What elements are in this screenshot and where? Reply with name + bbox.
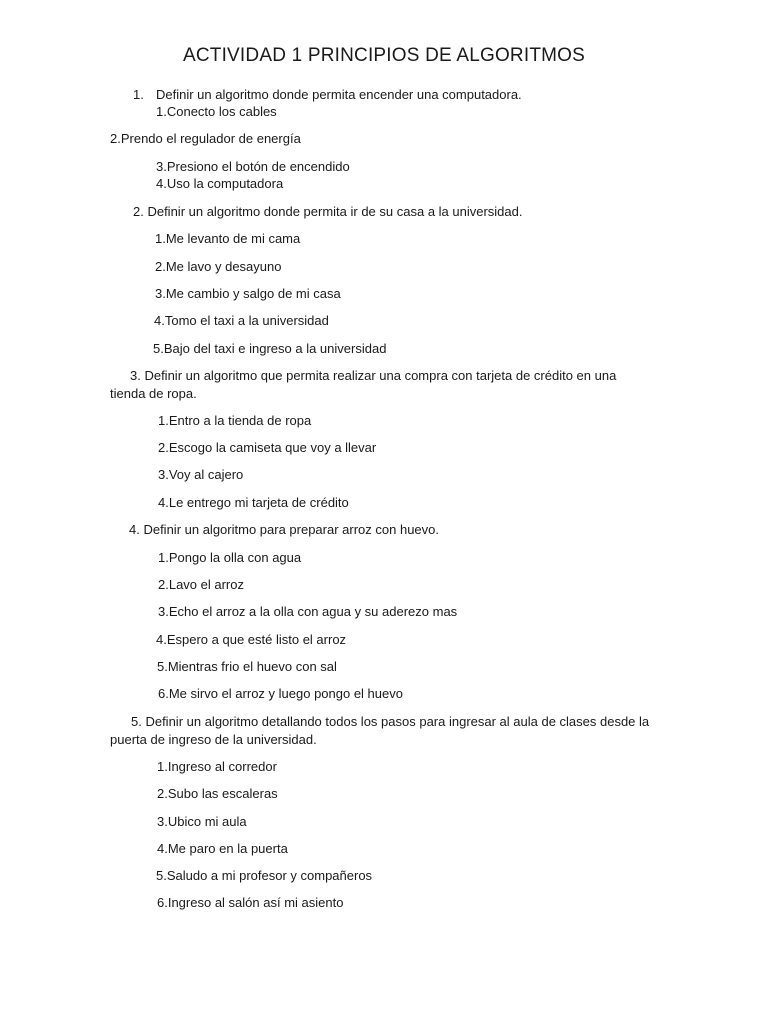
q1-step-1: 1.Conecto los cables	[156, 104, 277, 119]
q5-step-5: 5.Saludo a mi profesor y compañeros	[156, 868, 373, 883]
q4-step-2: 2.Lavo el arroz	[158, 577, 244, 592]
q3-step-3: 3.Voy al cajero	[158, 467, 244, 482]
q2-step-5: 5.Bajo del taxi e ingreso a la universidad	[153, 341, 387, 356]
q4-question: 4. Definir un algoritmo para preparar arroz con huevo.	[129, 522, 439, 537]
q3-question-line-2: tienda de ropa.	[110, 386, 197, 401]
q4-step-5: 5.Mientras frio el huevo con sal	[157, 659, 337, 674]
q3-step-2: 2.Escogo la camiseta que voy a llevar	[158, 440, 377, 455]
q4-step-4: 4.Espero a que esté listo el arroz	[156, 632, 347, 647]
q2-step-1: 1.Me levanto de mi cama	[155, 231, 301, 246]
document-title: ACTIVIDAD 1 PRINCIPIOS DE ALGORITMOS	[182, 45, 586, 66]
q1-step-4: 4.Uso la computadora	[156, 176, 284, 191]
q5-question-line-1: 5. Definir un algoritmo detallando todos los pasos para ingresar al aula de clases desde la	[131, 714, 650, 729]
q4-step-6: 6.Me sirvo el arroz y luego pongo el huevo	[158, 686, 403, 701]
q5-step-3: 3.Ubico mi aula	[157, 814, 247, 829]
q4-step-3: 3.Echo el arroz a la olla con agua y su aderezo mas	[158, 604, 458, 619]
q3-step-4: 4.Le entrego mi tarjeta de crédito	[158, 495, 349, 510]
q5-question-line-2: puerta de ingreso de la universidad.	[110, 732, 317, 747]
q1-number: 1.	[133, 87, 144, 102]
q5-step-6: 6.Ingreso al salón así mi asiento	[157, 895, 344, 910]
q2-step-2: 2.Me lavo y desayuno	[155, 259, 282, 274]
q5-step-2: 2.Subo las escaleras	[157, 786, 278, 801]
q5-step-4: 4.Me paro en la puerta	[157, 841, 288, 856]
q3-step-1: 1.Entro a la tienda de ropa	[158, 413, 312, 428]
q1-step-3: 3.Presiono el botón de encendido	[156, 159, 350, 174]
q1-question: Definir un algoritmo donde permita encender una computadora.	[156, 87, 522, 102]
q1-step-2: 2.Prendo el regulador de energía	[110, 131, 301, 146]
q4-step-1: 1.Pongo la olla con agua	[158, 550, 302, 565]
q2-step-4: 4.Tomo el taxi a la universidad	[154, 313, 329, 328]
q3-question-line-1: 3. Definir un algoritmo que permita realizar una compra con tarjeta de crédito en una	[130, 368, 617, 383]
q5-step-1: 1.Ingreso al corredor	[157, 759, 277, 774]
q2-step-3: 3.Me cambio y salgo de mi casa	[155, 286, 341, 301]
q2-question: 2. Definir un algoritmo donde permita ir de su casa a la universidad.	[133, 204, 523, 219]
